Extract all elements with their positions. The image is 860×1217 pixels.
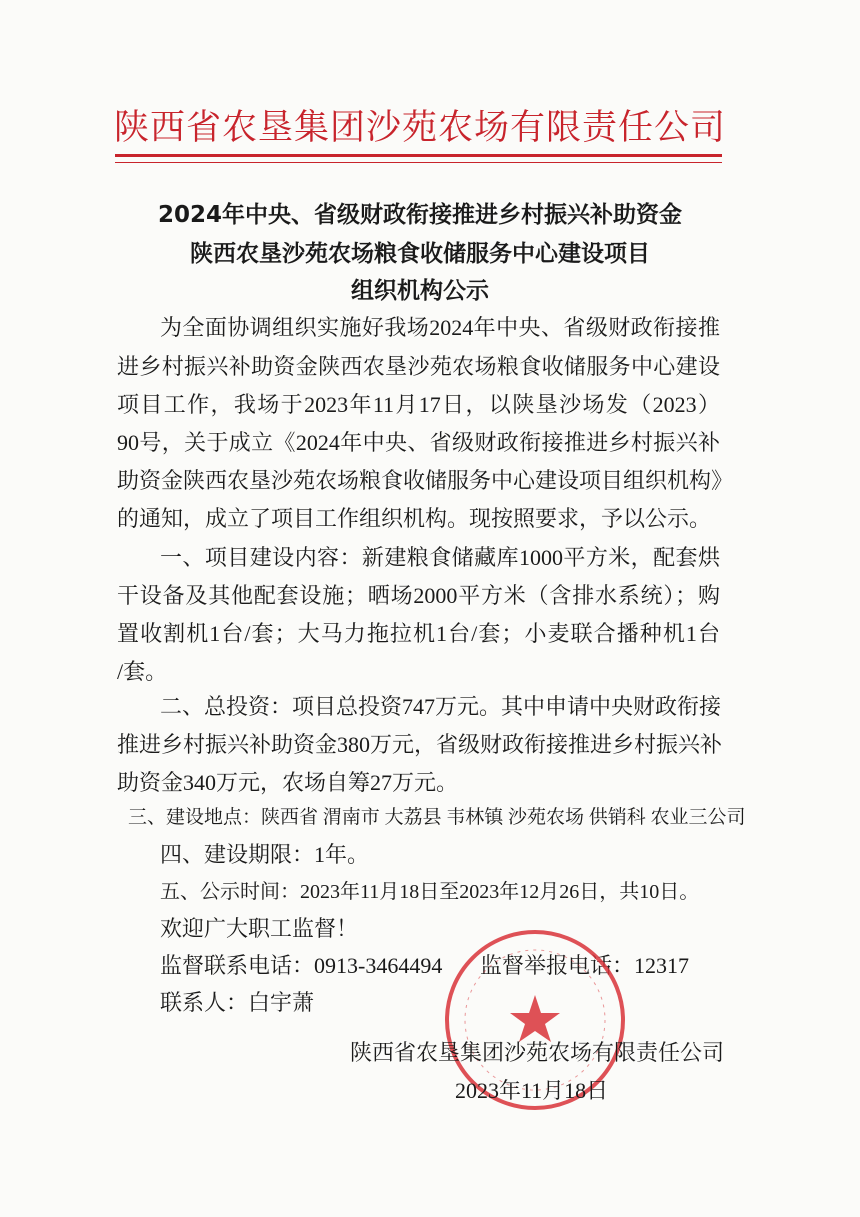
report-phone: 监督举报电话：12317	[480, 953, 690, 978]
intro-paragraph-line: 为全面协调组织实施好我场2024年中央、省级财政衔接推	[160, 315, 720, 340]
welcome-text: 欢迎广大职工监督！	[160, 916, 359, 941]
letterhead-rule-thin	[115, 162, 722, 163]
section2-line: 推进乡村振兴补助资金380万元，省级财政衔接推进乡村振兴补	[117, 732, 723, 757]
section1-line: 置收割机1台/套；大马力拖拉机1台/套；小麦联合播种机1台	[117, 621, 720, 646]
document-heading-line-1: 2024年中央、省级财政衔接推进乡村振兴补助资金	[157, 202, 682, 228]
intro-paragraph-line: 助资金陕西农垦沙苑农场粮食收储服务中心建设项目组织机构》	[117, 468, 734, 493]
section1-line: 干设备及其他配套设施；晒场2000平方米（含排水系统）；购	[117, 583, 720, 608]
document-heading-line-2: 陕西农垦沙苑农场粮食收储服务中心建设项目	[190, 241, 650, 267]
intro-paragraph-line: 进乡村振兴补助资金陕西农垦沙苑农场粮食收储服务中心建设	[117, 354, 720, 379]
section2-line: 助资金340万元，农场自筹27万元。	[117, 770, 459, 795]
intro-paragraph-line: 90号，关于成立《2024年中央、省级财政衔接推进乡村振兴补	[117, 430, 720, 455]
intro-paragraph-line: 的通知，成立了项目工作组织机构。现按照要求，予以公示。	[117, 506, 712, 531]
section5-notice-period: 五、公示时间：2023年11月18日至2023年12月26日，共10日。	[160, 881, 700, 903]
letterhead-rule-thick	[115, 154, 722, 157]
contact-phone: 监督联系电话：0913-3464494	[160, 953, 443, 978]
letterhead-title: 陕西省农垦集团沙苑农场有限责任公司	[113, 108, 726, 148]
signature-org: 陕西省农垦集团沙苑农场有限责任公司	[350, 1040, 725, 1065]
signature-date: 2023年11月18日	[455, 1078, 609, 1103]
section2-line: 二、总投资：项目总投资747万元。其中申请中央财政衔接	[160, 694, 722, 719]
intro-paragraph-line: 项目工作，我场于2023年11月17日，以陕垦沙场发（2023）	[117, 392, 720, 417]
section4-duration: 四、建设期限：1年。	[160, 842, 370, 867]
contact-person: 联系人：白宇萧	[160, 990, 315, 1015]
seal-star-icon	[510, 995, 560, 1042]
section1-line: 一、项目建设内容：新建粮食储藏库1000平方米，配套烘	[160, 545, 720, 570]
document-heading-line-3: 组织机构公示	[351, 278, 489, 304]
section1-line: /套。	[117, 659, 168, 684]
section3-location: 三、建设地点：陕西省 渭南市 大荔县 韦林镇 沙苑农场 供销科 农业三公司	[128, 807, 746, 828]
